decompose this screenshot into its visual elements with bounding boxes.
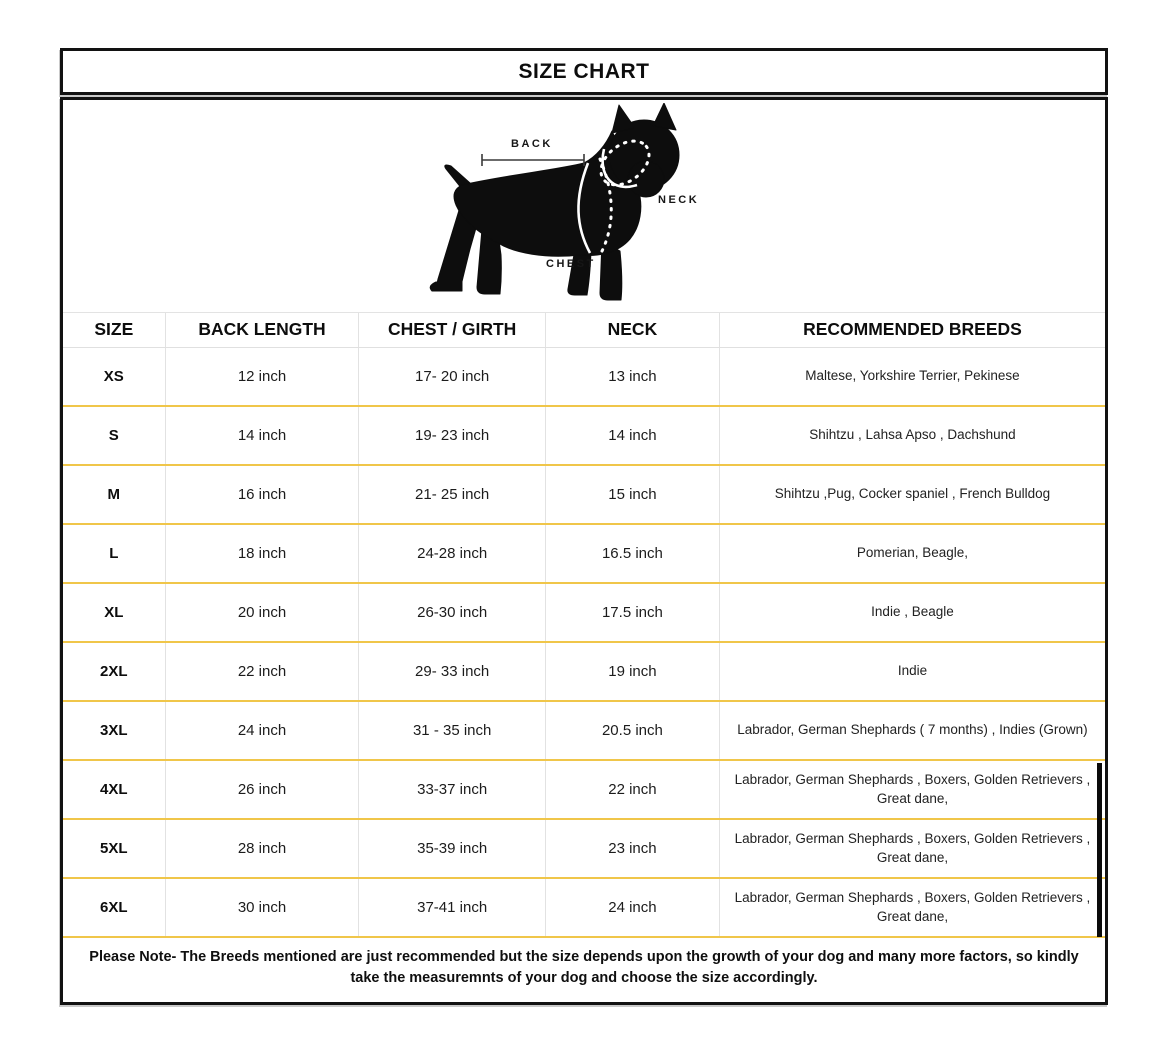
neck-cell: 24 inch: [545, 878, 719, 937]
right-edge-mark: [1097, 763, 1102, 937]
back-length-cell: 26 inch: [165, 760, 359, 819]
neck-cell: 19 inch: [545, 642, 719, 701]
size-cell: L: [63, 524, 165, 583]
breeds-cell: Labrador, German Shephards , Boxers, Golden Retrievers , Great dane,: [719, 760, 1105, 819]
chart-panel: [60, 97, 1108, 1005]
neck-cell: 13 inch: [545, 347, 719, 406]
size-cell: XS: [63, 347, 165, 406]
size-cell: 3XL: [63, 701, 165, 760]
size-cell: 4XL: [63, 760, 165, 819]
footer-note: [63, 938, 1105, 1002]
size-cell: XL: [63, 583, 165, 642]
breeds-cell: Shihtzu , Lahsa Apso , Dachshund: [719, 406, 1105, 465]
breeds-cell: Indie: [719, 642, 1105, 701]
table-row-s: [63, 406, 1105, 465]
back-length-cell: 18 inch: [165, 524, 359, 583]
page-title: SIZE CHART: [518, 59, 650, 83]
col-header-chest-girth: CHEST / GIRTH: [359, 313, 546, 347]
breeds-cell: Labrador, German Shephards , Boxers, Golden Retrievers , Great dane,: [719, 878, 1105, 937]
size-cell: S: [63, 406, 165, 465]
table-row-4xl: [63, 760, 1105, 819]
size-table-header: [63, 313, 1105, 347]
chest-girth-cell: 33-37 inch: [359, 760, 546, 819]
back-label: BACK: [511, 138, 553, 150]
table-row-3xl: [63, 701, 1105, 760]
neck-label: NECK: [658, 194, 700, 206]
neck-cell: 20.5 inch: [545, 701, 719, 760]
back-length-cell: 28 inch: [165, 819, 359, 878]
back-length-cell: 16 inch: [165, 465, 359, 524]
table-row-2xl: [63, 642, 1105, 701]
chest-girth-cell: 29- 33 inch: [359, 642, 546, 701]
neck-cell: 23 inch: [545, 819, 719, 878]
back-length-cell: 20 inch: [165, 583, 359, 642]
back-length-cell: 24 inch: [165, 701, 359, 760]
size-cell: 6XL: [63, 878, 165, 937]
chest-girth-cell: 19- 23 inch: [359, 406, 546, 465]
table-row-xs: [63, 347, 1105, 406]
title-box: [60, 48, 1108, 95]
neck-cell: 17.5 inch: [545, 583, 719, 642]
col-header-back-length: BACK LENGTH: [165, 313, 359, 347]
footer-note-text: Please Note- The Breeds mentioned are just recommended but the size depends upon the growth of your dog and many more factors, so kindly take the measuremnts of your dog and choose the size accordingly.: [89, 948, 1079, 986]
back-measure-line: [482, 154, 584, 166]
dog-measurement-diagram: [63, 100, 1105, 313]
breeds-cell: Pomerian, Beagle,: [719, 524, 1105, 583]
neck-cell: 15 inch: [545, 465, 719, 524]
back-length-cell: 22 inch: [165, 642, 359, 701]
col-header-size: SIZE: [63, 313, 165, 347]
chest-girth-cell: 17- 20 inch: [359, 347, 546, 406]
table-row-l: [63, 524, 1105, 583]
neck-cell: 22 inch: [545, 760, 719, 819]
size-cell: M: [63, 465, 165, 524]
chest-girth-cell: 24-28 inch: [359, 524, 546, 583]
neck-cell: 14 inch: [545, 406, 719, 465]
back-length-cell: 14 inch: [165, 406, 359, 465]
table-row-5xl: [63, 819, 1105, 878]
size-cell: 5XL: [63, 819, 165, 878]
table-row-xl: [63, 583, 1105, 642]
breeds-cell: Labrador, German Shephards , Boxers, Golden Retrievers , Great dane,: [719, 819, 1105, 878]
chest-girth-cell: 31 - 35 inch: [359, 701, 546, 760]
dog-silhouette-icon: [406, 103, 762, 309]
breeds-cell: Indie , Beagle: [719, 583, 1105, 642]
breeds-cell: Labrador, German Shephards ( 7 months) , Indies (Grown): [719, 701, 1105, 760]
chest-girth-cell: 26-30 inch: [359, 583, 546, 642]
back-length-cell: 30 inch: [165, 878, 359, 937]
breeds-cell: Shihtzu ,Pug, Cocker spaniel , French Bulldog: [719, 465, 1105, 524]
neck-cell: 16.5 inch: [545, 524, 719, 583]
chest-girth-cell: 21- 25 inch: [359, 465, 546, 524]
chest-girth-cell: 35-39 inch: [359, 819, 546, 878]
col-header-neck: NECK: [545, 313, 719, 347]
table-row-6xl: [63, 878, 1105, 937]
size-table: [63, 313, 1105, 938]
col-header-recommended-breeds: RECOMMENDED BREEDS: [719, 313, 1105, 347]
chest-girth-cell: 37-41 inch: [359, 878, 546, 937]
size-cell: 2XL: [63, 642, 165, 701]
breeds-cell: Maltese, Yorkshire Terrier, Pekinese: [719, 347, 1105, 406]
chest-label: CHEST: [546, 258, 596, 270]
back-length-cell: 12 inch: [165, 347, 359, 406]
table-row-m: [63, 465, 1105, 524]
